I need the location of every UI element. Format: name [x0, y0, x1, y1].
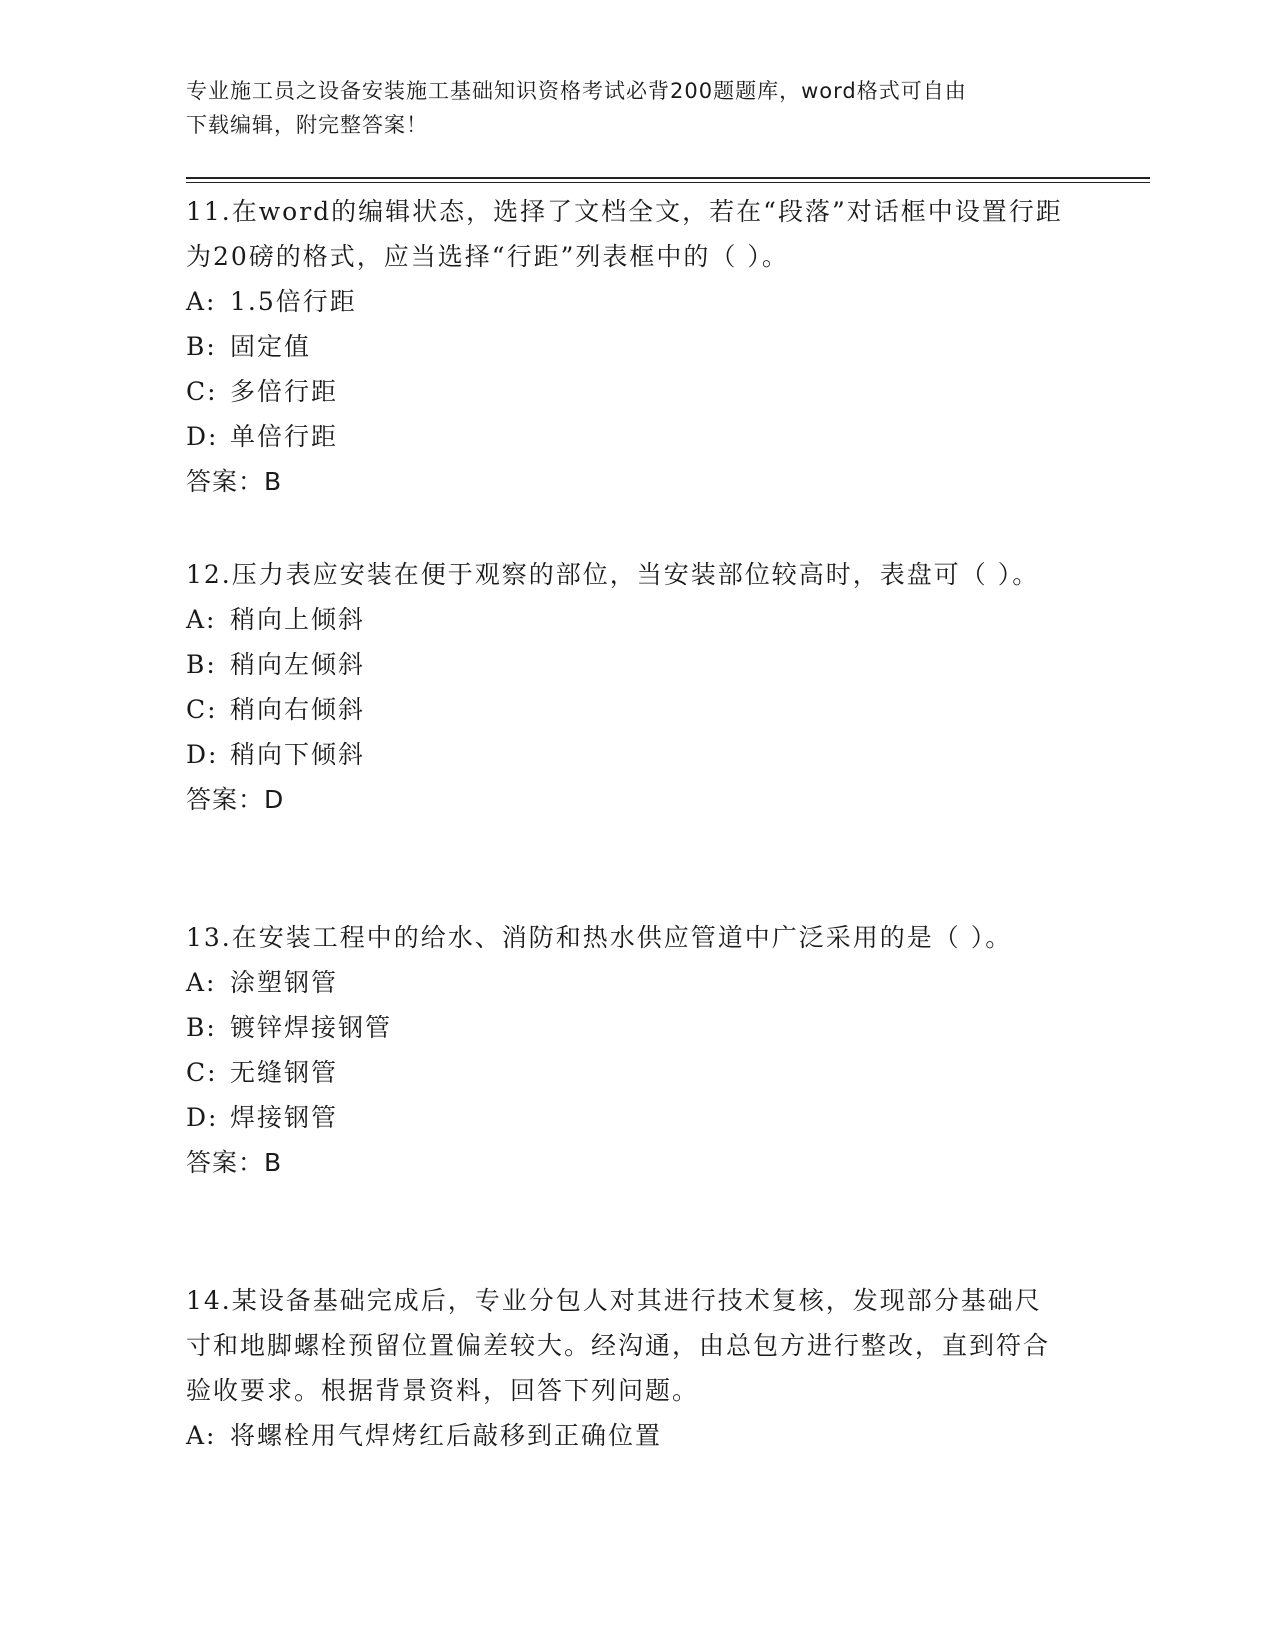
question-13 [186, 915, 1086, 1185]
option-text: 将螺栓用气焊烤红后敲移到正确位置 [230, 1421, 663, 1450]
option-a [186, 279, 1086, 324]
option-text: 焊接钢管 [230, 1103, 339, 1132]
option-key: B: [186, 1013, 217, 1042]
option-b [186, 324, 1086, 369]
option-text: 稍向下倾斜 [230, 740, 366, 769]
option-text: 固定值 [230, 332, 312, 361]
option-b [186, 642, 1086, 687]
option-c [186, 369, 1086, 414]
option-key: A: [186, 1421, 217, 1450]
option-key: B: [186, 332, 217, 361]
option-key: A: [186, 968, 217, 997]
option-key: B: [186, 650, 217, 679]
answer-line: 答案：B [186, 467, 283, 496]
option-text: 稍向上倾斜 [230, 605, 366, 634]
option-key: A: [186, 605, 217, 634]
option-key: A: [186, 287, 217, 316]
option-c [186, 1050, 1086, 1095]
option-text: 稍向左倾斜 [230, 650, 366, 679]
option-text: 无缝钢管 [230, 1058, 339, 1087]
option-key: D: [186, 422, 219, 451]
option-key: C: [186, 695, 218, 724]
answer-line: 答案：B [186, 1148, 283, 1177]
option-a [186, 1413, 1086, 1458]
option-a [186, 597, 1086, 642]
option-text: 多倍行距 [230, 377, 339, 406]
question-12 [186, 552, 1086, 822]
question-14 [186, 1278, 1086, 1458]
option-text: 镀锌焊接钢管 [230, 1013, 393, 1042]
option-a [186, 960, 1086, 1005]
option-d [186, 732, 1086, 777]
option-c [186, 687, 1086, 732]
option-text: 稍向右倾斜 [230, 695, 366, 724]
option-key: D: [186, 1103, 219, 1132]
option-key: D: [186, 740, 219, 769]
answer-line: 答案：D [186, 785, 285, 814]
option-d [186, 414, 1086, 459]
document-header [186, 74, 1066, 142]
option-text: 涂塑钢管 [230, 968, 339, 997]
option-key: C: [186, 377, 218, 406]
option-key: C: [186, 1058, 218, 1087]
question-text: 14.某设备基础完成后，专业分包人对其进行技术复核，发现部分基础尺寸和地脚螺栓预留位置偏差较大。经沟通，由总包方进行整改，直到符合验收要求。根据背景资料，回答下列问题。 [186, 1286, 1051, 1405]
header-line-1: 专业施工员之设备安装施工基础知识资格考试必背200题题库，word格式可自由 [186, 79, 967, 103]
header-rule-thin [186, 182, 1150, 183]
question-text: 11.在word的编辑状态，选择了文档全文，若在“段落”对话框中设置行距为20磅的格式，应当选择“行距”列表框中的（ ）。 [186, 197, 1063, 271]
question-text: 12.压力表应安装在便于观察的部位，当安装部位较高时，表盘可（ ）。 [186, 560, 1040, 589]
option-d [186, 1095, 1086, 1140]
option-text: 1.5倍行距 [230, 287, 357, 316]
option-b [186, 1005, 1086, 1050]
option-text: 单倍行距 [230, 422, 339, 451]
header-rule-thick [186, 177, 1150, 179]
header-line-2: 下载编辑，附完整答案！ [186, 113, 428, 137]
question-text: 13.在安装工程中的给水、消防和热水供应管道中广泛采用的是（ ）。 [186, 923, 1013, 952]
question-11 [186, 189, 1086, 504]
